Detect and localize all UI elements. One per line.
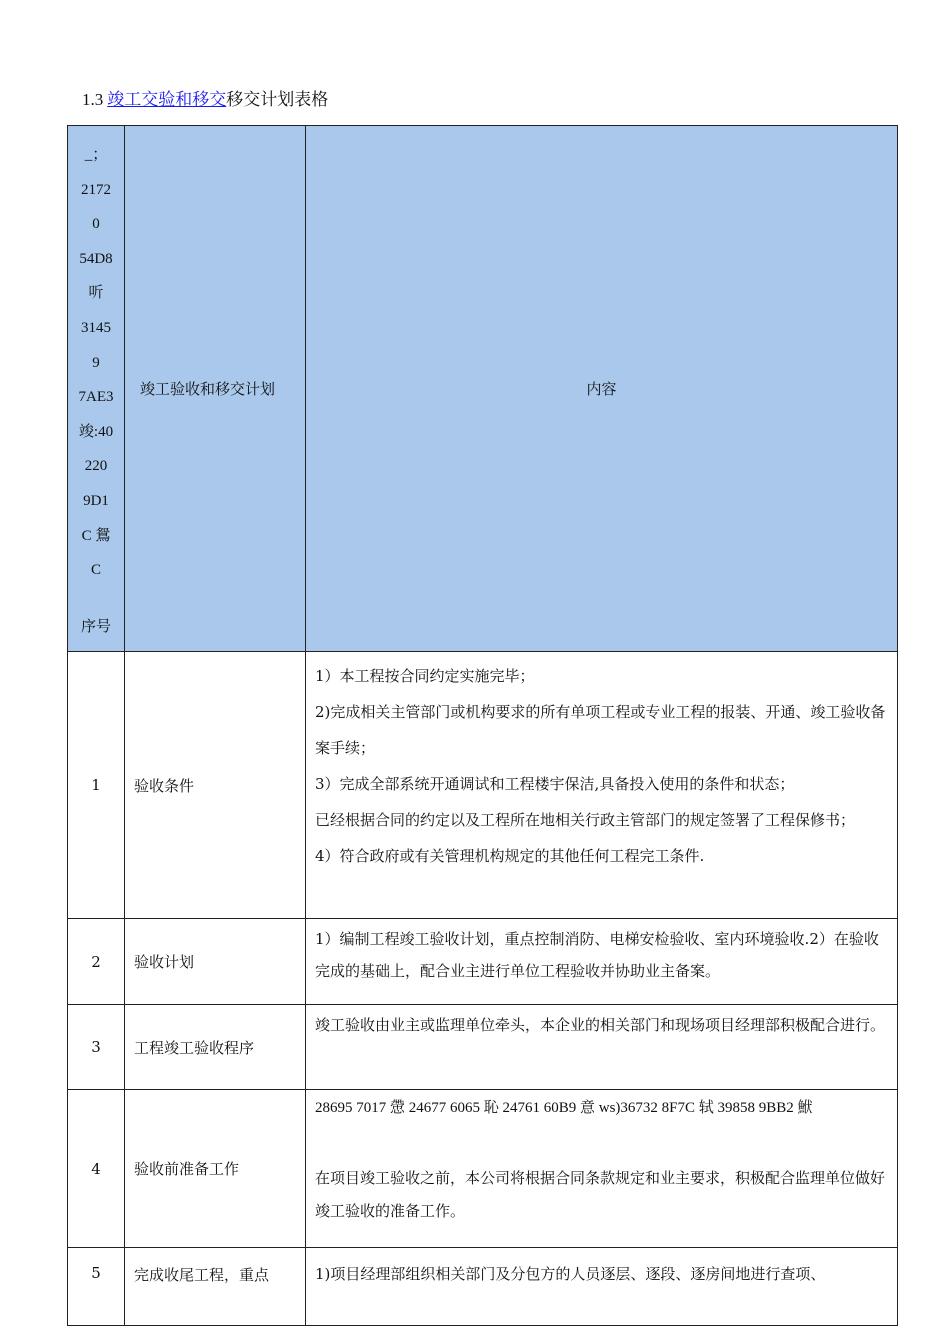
section-number: 1.3 — [82, 90, 104, 109]
header-cell-seq — [68, 126, 125, 652]
header-seq-line: 9 — [92, 354, 100, 371]
header-seq-line: 3145 — [81, 319, 111, 336]
content-line: 2)完成相关主管部门或机构要求的所有单项工程或专业工程的报装、开通、竣工验收备案手续； — [315, 703, 886, 757]
content-line: 1)项目经理部组织相关部门及分包方的人员逐层、逐段、逐房间地进行查项、 — [315, 1265, 826, 1283]
header-seq-line: _； — [84, 147, 108, 163]
row-content — [306, 1090, 898, 1248]
header-seq-label: 序号 — [80, 618, 111, 635]
header-seq-line: 0 — [92, 216, 100, 233]
row-number: 5 — [68, 1248, 125, 1326]
content-line: 4）符合政府或有关管理机构规定的其他任何工程完工条件. — [315, 847, 705, 865]
row-content — [306, 1005, 898, 1090]
header-seq-line: 竣:40 — [78, 423, 114, 440]
header-seq-line: 听 — [88, 285, 104, 302]
header-seq-line: C — [90, 562, 101, 579]
content-line: 已经根据合同的约定以及工程所在地相关行政主管部门的规定签署了工程保修书； — [315, 811, 856, 829]
header-seq-line: 9D1 — [83, 492, 109, 509]
table-row — [68, 652, 898, 919]
header-seq-line: 54D8 — [79, 250, 113, 267]
heading-text: 移交计划表格 — [226, 90, 329, 110]
code-line: 28695 7017 慸 24677 6065 恥 24761 60B9 意 ws)36732 8F7C 轼 39858 9BB2 鮲 — [315, 1100, 813, 1116]
table-row — [68, 1090, 898, 1248]
header-seq-stack — [68, 126, 124, 644]
header-seq-line: C 鴛 — [81, 527, 111, 544]
table-row — [68, 919, 898, 1005]
header-seq-line: 220 — [84, 458, 108, 475]
row-title: 工程竣工验收程序 — [125, 1005, 306, 1090]
header-seq-line: 2172 — [81, 181, 111, 198]
content-line: 竣工验收由业主或监理单位牵头，本企业的相关部门和现场项目经理部积极配合进行。 — [315, 1016, 886, 1034]
content-line: 1）编制工程竣工验收计划，重点控制消防、电梯安检验收、室内环境验收.2）在验收完成的基础上，配合业主进行单位工程验收并协助业主备案。 — [315, 930, 879, 980]
row-number: 1 — [68, 652, 125, 919]
header-seq-line: 7AE3 — [78, 389, 114, 406]
row-number: 3 — [68, 1005, 125, 1090]
heading-link[interactable]: 竣工交验和移交 — [107, 90, 227, 110]
header-cell-content: 内容 — [306, 126, 898, 652]
content-line: 3）完成全部系统开通调试和工程楼宇保洁,具备投入使用的条件和状态； — [315, 775, 795, 793]
header-cell-plan: 竣工验收和移交计划 — [125, 126, 306, 652]
row-content — [306, 919, 898, 1005]
row-title: 验收前准备工作 — [125, 1090, 306, 1248]
table-header-row — [68, 126, 898, 652]
content-line: 1）本工程按合同约定实施完毕； — [315, 667, 535, 685]
section-heading — [82, 88, 328, 112]
handover-plan-table — [67, 125, 898, 1326]
row-content — [306, 652, 898, 919]
row-number: 2 — [68, 919, 125, 1005]
content-line: 在项目竣工验收之前，本公司将根据合同条款规定和业主要求，积极配合监理单位做好竣工验收的准备工作。 — [315, 1169, 886, 1220]
row-content — [306, 1248, 898, 1326]
row-title: 验收计划 — [125, 919, 306, 1005]
row-title: 验收条件 — [125, 652, 306, 919]
row-title: 完成收尾工程，重点 — [125, 1248, 306, 1326]
row-number: 4 — [68, 1090, 125, 1248]
table-row — [68, 1248, 898, 1326]
table-row — [68, 1005, 898, 1090]
